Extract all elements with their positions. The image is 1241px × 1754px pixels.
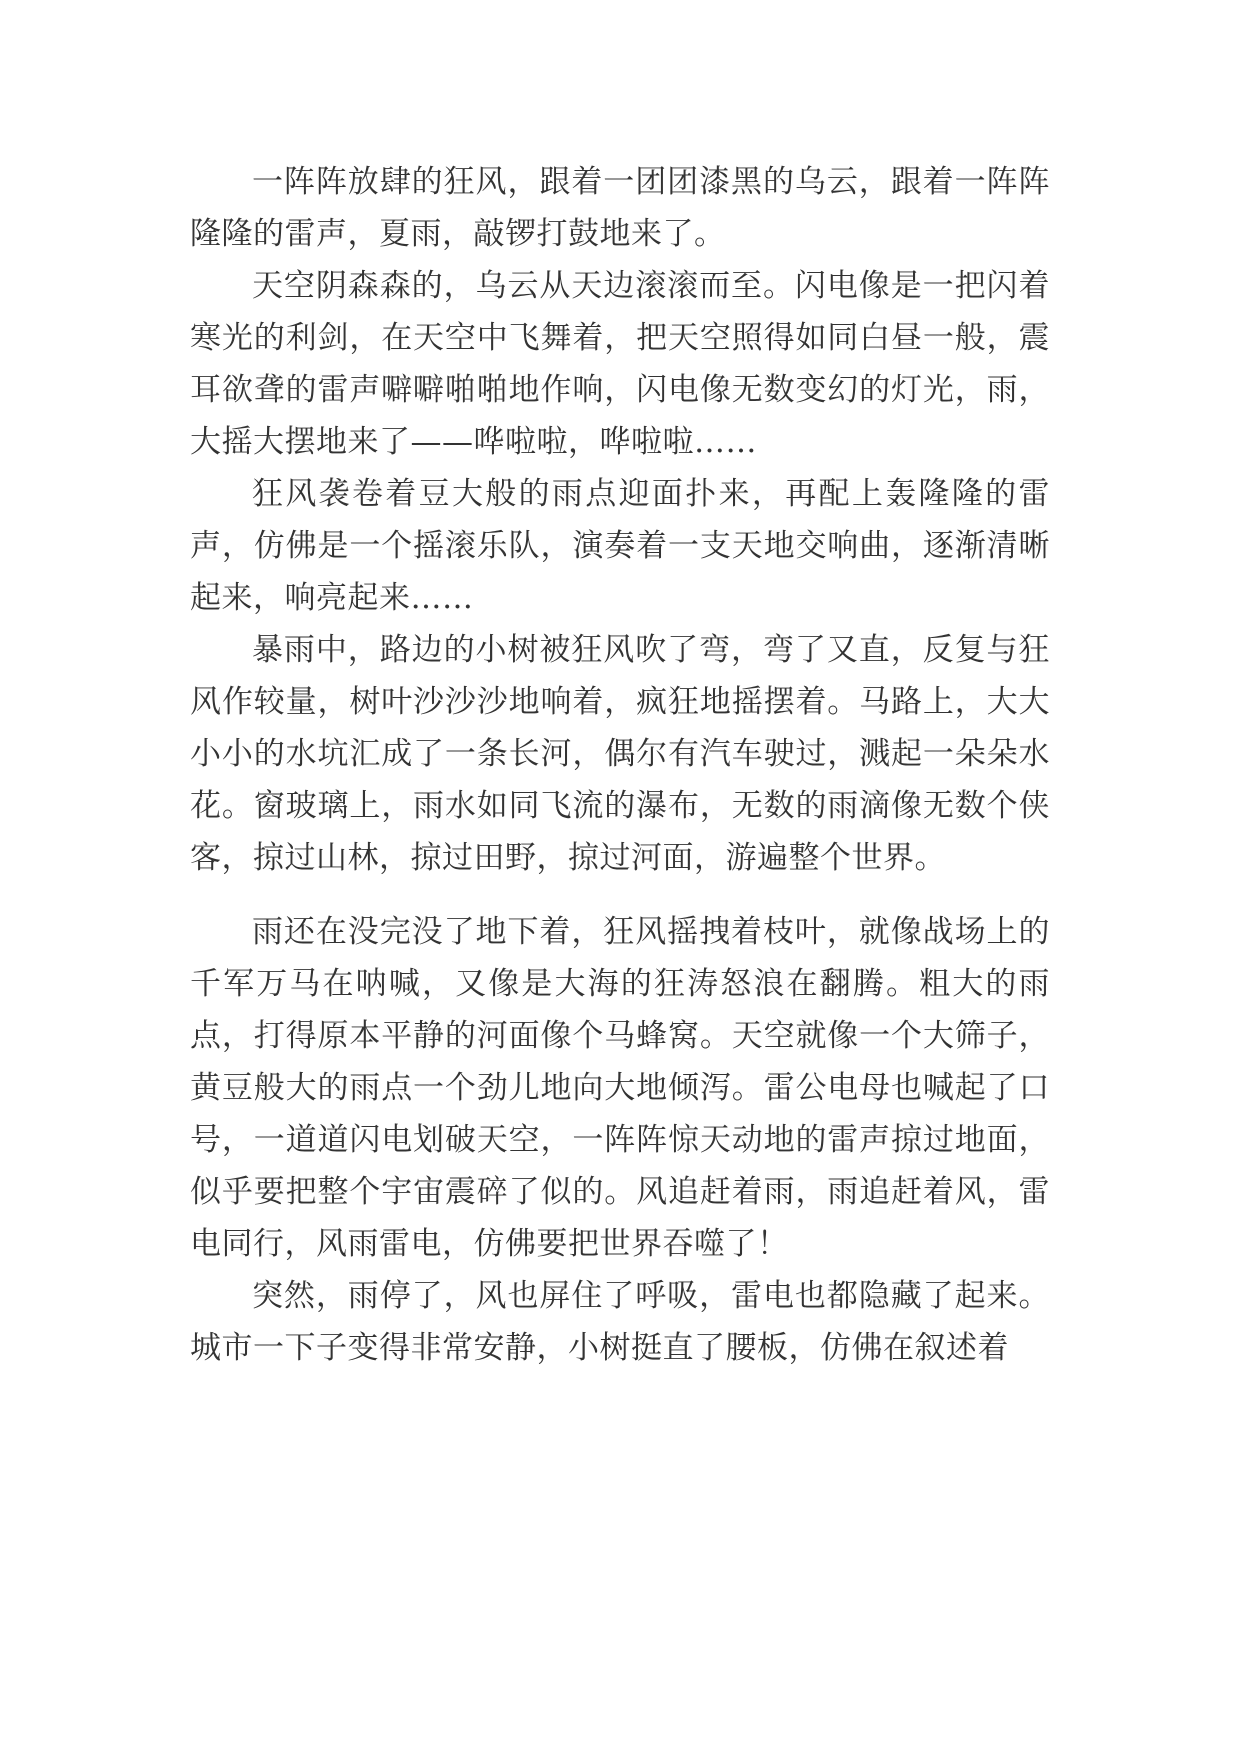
paragraph-2: 天空阴森森的，乌云从天边滚滚而至。闪电像是一把闪着寒光的利剑，在天空中飞舞着，把天空照得如同白昼一般，震耳欲聋的雷声噼噼啪啪地作响，闪电像无数变幻的灯光，雨，大摇大摆地来了——哗啦啦，哗啦啦…… [190,268,1050,460]
paragraph-5: 雨还在没完没了地下着，狂风摇拽着枝叶，就像战场上的千军万马在呐喊，又像是大海的狂涛怒浪在翻腾。粗大的雨点，打得原本平静的河面像个马蜂窝。天空就像一个大筛子，黄豆般大的雨点一个劲儿地向大地倾泻。雷公电母也喊起了口号，一道道闪电划破天空，一阵阵惊天动地的雷声掠过地面，似乎要把整个宇宙震碎了似的。风追赶着雨，雨追赶着风，雷电同行，风雨雷电，仿佛要把世界吞噬了！ [190,914,1050,1262]
paragraph-3: 狂风袭卷着豆大般的雨点迎面扑来，再配上轰隆隆的雷声，仿佛是一个摇滚乐队，演奏着一支天地交响曲，逐渐清晰起来，响亮起来…… [190,476,1050,616]
paragraph-1: 一阵阵放肆的狂风，跟着一团团漆黑的乌云，跟着一阵阵隆隆的雷声，夏雨，敲锣打鼓地来了。 [190,164,1050,252]
paragraph-4: 暴雨中，路边的小树被狂风吹了弯，弯了又直，反复与狂风作较量，树叶沙沙沙地响着，疯狂地摇摆着。马路上，大大小小的水坑汇成了一条长河，偶尔有汽车驶过，溅起一朵朵水花。窗玻璃上，雨水如同飞流的瀑布，无数的雨滴像无数个侠客，掠过山林，掠过田野，掠过河面，游遍整个世界。 [190,632,1050,876]
document-body [190,156,1050,1374]
paragraph-6: 突然，雨停了，风也屏住了呼吸，雷电也都隐藏了起来。城市一下子变得非常安静，小树挺直了腰板，仿佛在叙述着 [190,1278,1050,1366]
